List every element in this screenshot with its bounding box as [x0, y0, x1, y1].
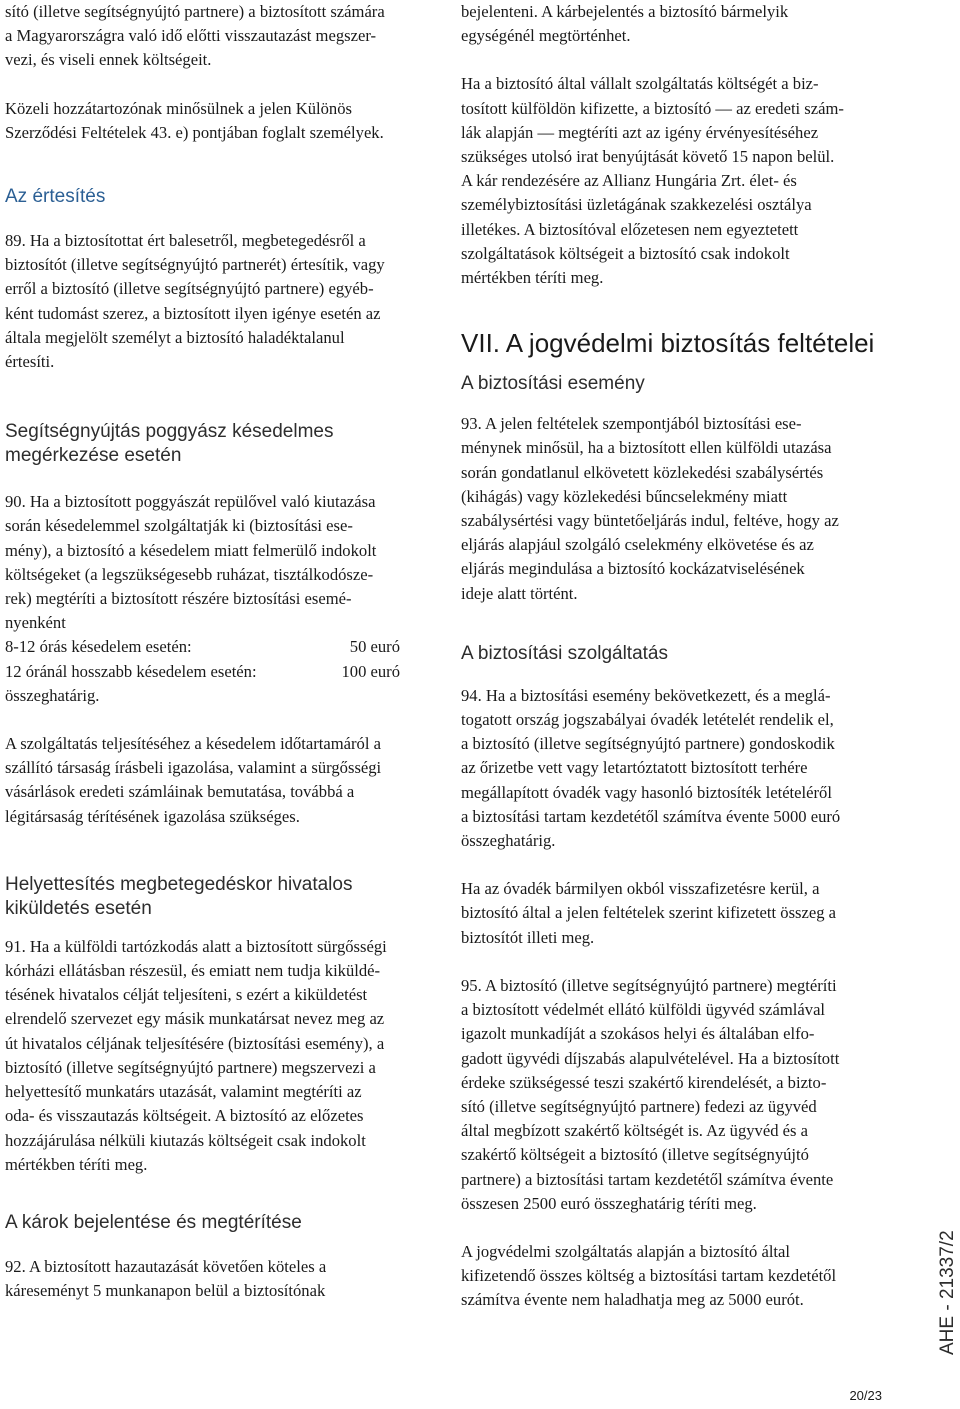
paragraph-90: 90. Ha a biztosított poggyászát repülővel való kiutazása során késedelemmel szolgáltatják ki (biztosítási ese- mény), a biztosító a késedelem miatt felmerülő indokolt költségeket (a legszükségesebb ruházat, tisztálkodósze- rek) megtéríti a biztosított részére biztosítási esemé- nyenként: [5, 492, 377, 633]
paragraph-89: 89. Ha a biztosítottat ért balesetről, megbetegedésről a biztosítót (illetve segítségnyújtó partnerét) értesítik, vagy erről a biztosító (illetve segítségnyújtó partnere) egyéb- ként tudomást szerez, a biztosított ilyen igénye esetén az általa megjelölt személyt a biztosító haladéktalanul értesíti.: [5, 231, 385, 372]
right-column: [461, 0, 893, 1313]
paragraph-93: 93. A jelen feltételek szempontjából biztosítási ese- ménynek minősül, ha a biztosított ellen külföldi utazása során gondatlanul elkövetett közlekedési szabálysértés (kihágás) vagy közlekedési bűncselekmény miatt szabálysértési vagy büntetőeljárás indul, feltéve, hogy az eljárás alapjául szolgáló cselekmény elkövetése és az eljárás megindulása a biztosító kockázatviselésének ideje alatt történt.: [461, 414, 839, 603]
cost-paragraph: Ha a biztosító által vállalt szolgáltatás költségét a biz- tosított külföldön kifizette, a biztosító — az eredeti szám- lák alapján — megtéríti azt az igény érvényesítéséhez szükséges utolsó irat benyújtását követő 15 napon belül. A kár rendezésére az Allianz Hungária Zrt. élet- és személybiztosítási üzletágának szakkezelési osztálya illetékes. A biztosítóval előzetesen nem egyeztetett szolgáltatások költségeit a biztosító csak indokolt mértékben téríti meg.: [461, 74, 844, 288]
luggage-heading: Segítségnyújtás poggyász késedelmes megérkezése esetén: [5, 421, 334, 467]
paragraph-95: 95. A biztosító (illetve segítségnyújtó partnere) megtéríti a biztosított védelmét ellátó külföldi ügyvéd számlával igazolt munkadíját a szokásos helyi és általában elfo- gadott ügyvédi díjszabás alapulvételével. Ha a biztosított érdeke szükségessé teszi szakértő kirendelését, a bizto- sító (illetve segítségnyújtó partnere) fedezi az ügyvéd által megbízott szakértő költségét is. Az ügyvéd és a szakértő költségeit a biztosító (illetve segítségnyújtó partnere) a biztosítási tartam kezdetétől számítva évente összesen 2500 euró összeghatárig téríti meg.: [461, 975, 840, 1213]
paragraph-94: 94. Ha a biztosítási esemény bekövetkezett, és a meglá- togatott ország jogszabályai óvadék letételét rendelik el, a biztosító (illetve segítségnyújtó partnere) gondoskodik az őrizetbe vett vagy letartóztatott biztosított terhére megállapított óvadék vagy hasonló biztosíték letételéről a biztosítási tartam kezdetétől számítva évente 5000 euró összeghatárig.: [461, 685, 841, 851]
delay-value: 50 euró: [349, 637, 400, 657]
paragraph-92: 92. A biztosított hazautazását követően köteles a káreseményt 5 munkanapon belül a biztosítónak: [5, 1256, 327, 1301]
paragraph-91: 91. Ha a külföldi tartózkodás alatt a biztosított sürgősségi kórházi ellátásban részesül, és emiatt nem tudja kiküldé- tésének hivatalos célját teljesíteni, s ezért a kiküldetést elrendelő szervezet egy másik munkatársat nevez meg az út hivatalos céljának teljesítésére (biztosítási esemény), a biztosító (illetve segítségnyújtó partnere) megszervezi a helyettesítő munkatárs utazását, valamint megtéríti az oda- és visszautazás költségeit. A biztosító az előzetes hozzájárulása nélküli kiutazás költségeit csak indokolt mértékben téríti meg.: [5, 936, 387, 1174]
delay-row-1: [5, 635, 430, 659]
section-title: VII. A jogvédelmi biztosítás feltételei: [461, 328, 875, 359]
delay-row-2: [5, 660, 430, 684]
relatives-paragraph: Közeli hozzátartozónak minősülnek a jelen Különös Szerződési Feltételek 43. e) pontjában foglalt személyek.: [5, 98, 384, 142]
service-paragraph: A szolgáltatás teljesítéséhez a késedelem időtartamáról a szállító társaság írásbeli igazolása, valamint a sürgősségi vásárlások eredeti számláinak bemutatása, továbbá a légitársaság térítésének igazolása szükséges.: [5, 734, 382, 826]
bail-paragraph: Ha az óvadék bármilyen okból visszafizetésre kerül, a biztosító által a jelen feltételek szerint kifizetett összeg a biztosítót illeti meg.: [461, 879, 837, 947]
intro-paragraph: sító (illetve segítségnyújtó partnere) a biztosított számára a Magyarországra való idő előtti visszautazást megszer- vezi, és viseli ennek költségeit.: [5, 2, 385, 70]
delay-value: 100 euró: [341, 661, 400, 681]
service-heading: A biztosítási szolgáltatás: [461, 642, 668, 664]
delay-label: 8-12 órás késedelem esetén:: [5, 637, 192, 657]
continuation-paragraph: bejelenteni. A kárbejelentés a biztosító bármelyik egységénél megtörténhet.: [461, 2, 789, 46]
legal-cost-paragraph: A jogvédelmi szolgáltatás alapján a biztosító által kifizetendő összes költség a biztosítási tartam kezdetétől számítva évente nem haladhatja meg az 5000 eurót.: [461, 1241, 837, 1310]
limit-text: összeghatárig.: [5, 685, 100, 705]
delay-label: 12 óránál hosszabb késedelem esetén:: [5, 661, 257, 681]
claims-heading: A károk bejelentése és megtérítése: [5, 1211, 302, 1233]
notification-heading: Az értesítés: [5, 186, 106, 208]
page-number: 20/23: [849, 1388, 882, 1403]
event-heading: A biztosítási esemény: [461, 373, 645, 395]
document-code: AHE - 21337/2: [937, 1230, 958, 1355]
replacement-heading: Helyettesítés megbetegedéskor hivatalos kiküldetés esetén: [5, 873, 353, 919]
left-column: [5, 0, 430, 1303]
